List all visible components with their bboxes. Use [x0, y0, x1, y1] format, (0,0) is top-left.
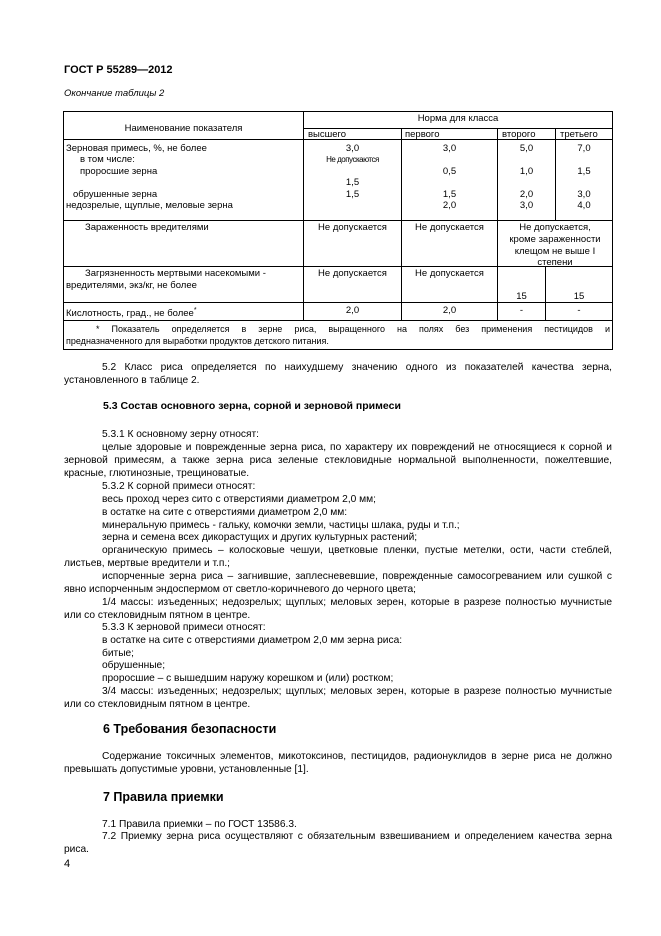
paragraph: в остатке на сите с отверстиями диаметром 2,0 мм:	[102, 507, 348, 518]
cell-value: 2,0	[345, 305, 360, 316]
cell-value: кроме зараженности	[509, 234, 601, 245]
section-7-title: 7 Правила приемки	[103, 790, 224, 804]
table-border-top	[63, 111, 613, 112]
paragraph: 3/4 массы: изъеденных; недозрелых; щуплых; меловых зерен, которые в разрезе полностью мучнистые или со стекловидным пятном в центре.	[64, 686, 612, 710]
paragraph: целые здоровые и поврежденные зерна риса, по характеру их повреждений не относящиеся к сорной и зерновой примесям, а также зерна риса зеленые стекловидные нормальной выполненности, пожелтевшие, красные, глютинозные, трещиноватые.	[64, 442, 612, 479]
cell-value: степени	[537, 257, 573, 268]
cell-value: -	[519, 305, 524, 316]
paragraph-7-1: 7.1 Правила приемки – по ГОСТ 13586.3.	[102, 819, 297, 830]
cell-value: 15	[573, 291, 585, 302]
cell-value: 3,0	[345, 143, 360, 154]
cell-value: 15	[516, 291, 527, 302]
cell-value: 2,0	[519, 189, 534, 200]
row-name	[66, 305, 197, 320]
cell-value: -	[577, 305, 581, 316]
cell-value: 2,0	[442, 305, 457, 316]
class-third: третьего	[560, 129, 598, 140]
paragraph: в остатке на сите с отверстиями диаметром 2,0 мм зерна риса:	[102, 635, 403, 646]
cell-value: Не допускается	[415, 268, 484, 279]
cell-value: Не допускается,	[519, 222, 591, 233]
cell-value: 7,0	[577, 143, 591, 154]
page-number: 4	[64, 858, 71, 870]
paragraph: минеральную примесь - гальку, комочки земли, частицы шлака, руды и т.п.;	[102, 520, 460, 531]
paragraph-5-2: 5.2 Класс риса определяется по наихудшему значению одного из показателей качества зерна, установленного в таблице 2.	[64, 362, 612, 386]
class-highest: высшего	[308, 129, 347, 140]
table-border-right	[612, 111, 613, 349]
row-name: в том числе:	[80, 154, 135, 165]
cell-value: Не допускается	[318, 222, 387, 233]
cell-value: 3,0	[577, 189, 591, 200]
cell-value: Не допускаются	[326, 155, 379, 164]
row-name: проросшие зерна	[80, 166, 158, 177]
cell-value: 1,5	[577, 166, 591, 177]
cell-value: 1,5	[345, 189, 360, 200]
table-border-left	[63, 111, 64, 349]
cell-value: 1,5	[442, 189, 457, 200]
row-name: обрушенные зерна	[73, 189, 158, 200]
cell-value: клещом не выше I	[514, 246, 596, 257]
paragraph: обрушенные;	[102, 660, 166, 671]
paragraph: 5.3.2 К сорной примеси относят:	[102, 481, 256, 492]
cell-value: 4,0	[577, 200, 591, 211]
paragraph: зерна и семена всех дикорастущих и других культурных растений;	[102, 532, 418, 543]
paragraph: 1/4 массы: изъеденных; недозрелых; щуплых; меловых зерен, которые в разрезе полностью мучнистые или со стекловидным пятном в центре.	[64, 597, 612, 621]
row-name: Зараженность вредителями	[85, 222, 209, 233]
cell-value: 1,5	[345, 177, 360, 188]
paragraph-7-2: 7.2 Приемку зерна риса осуществляют с обязательным взвешиванием и определением качества зерна риса.	[64, 831, 612, 855]
column-header-name: Наименование показателя	[124, 123, 243, 134]
row-name: Загрязненность мертвыми насекомыми -	[85, 268, 266, 279]
cell-value: Не допускается	[318, 268, 387, 279]
paragraph: 5.3.1 К основному зерну относят:	[102, 429, 259, 440]
paragraph: весь проход через сито с отверстиями диаметром 2,0 мм;	[102, 494, 376, 505]
row-name: вредителями, экз/кг, не более	[66, 280, 197, 291]
paragraph: испорченные зерна риса – загнившие, заплесневевшие, поврежденные самосогреванием или сушкой с явно испорченным эндоспермом от светло-коричневого до черного цвета;	[64, 571, 612, 595]
table-continuation-label: Окончание таблицы 2	[64, 88, 165, 99]
row-name-text: Кислотность, град., не более	[66, 308, 194, 320]
paragraph-6: Содержание токсичных элементов, микотоксинов, пестицидов, радионуклидов в зерне риса не должно превышать допустимые уровни, установленные [1].	[64, 751, 612, 775]
cell-value: 5,0	[519, 143, 534, 154]
table-rule	[63, 220, 613, 221]
class-second: второго	[502, 129, 536, 140]
cell-value: 2,0	[442, 200, 457, 211]
paragraph: органическую примесь – колосковые чешуи, цветковые пленки, пустые метелки, ости, части стеблей, листьев, мертвые вредители и т.п.;	[64, 545, 612, 569]
cell-value: Не допускается	[415, 222, 484, 233]
footnote-mark: *	[193, 307, 197, 314]
table-footnote: предназначенного для выработки продуктов детского питания.	[66, 336, 329, 346]
cell-value: 1,0	[519, 166, 534, 177]
section-5-3-title: 5.3 Состав основного зерна, сорной и зерновой примеси	[103, 400, 401, 412]
paragraph: 5.3.3 К зерновой примеси относят:	[102, 622, 266, 633]
paragraph: проросшие – с вышедшим наружу корешком и (или) ростком;	[102, 673, 394, 684]
document-header: ГОСТ Р 55289—2012	[64, 64, 173, 76]
paragraph: битые;	[102, 648, 135, 659]
table-border-bottom	[63, 349, 613, 350]
table-footnote: * Показатель определяется в зерне риса, выращенного на полях без применения пестицидов и	[96, 324, 610, 334]
cell-value: 3,0	[442, 143, 457, 154]
column-header-norm: Норма для класса	[417, 113, 499, 124]
row-name: Зерновая примесь, %, не более	[66, 143, 207, 154]
class-first: первого	[405, 129, 440, 140]
section-6-title: 6 Требования безопасности	[103, 722, 277, 736]
cell-value: 3,0	[519, 200, 534, 211]
cell-value: 0,5	[442, 166, 457, 177]
row-name: недозрелые, щуплые, меловые зерна	[66, 200, 233, 211]
